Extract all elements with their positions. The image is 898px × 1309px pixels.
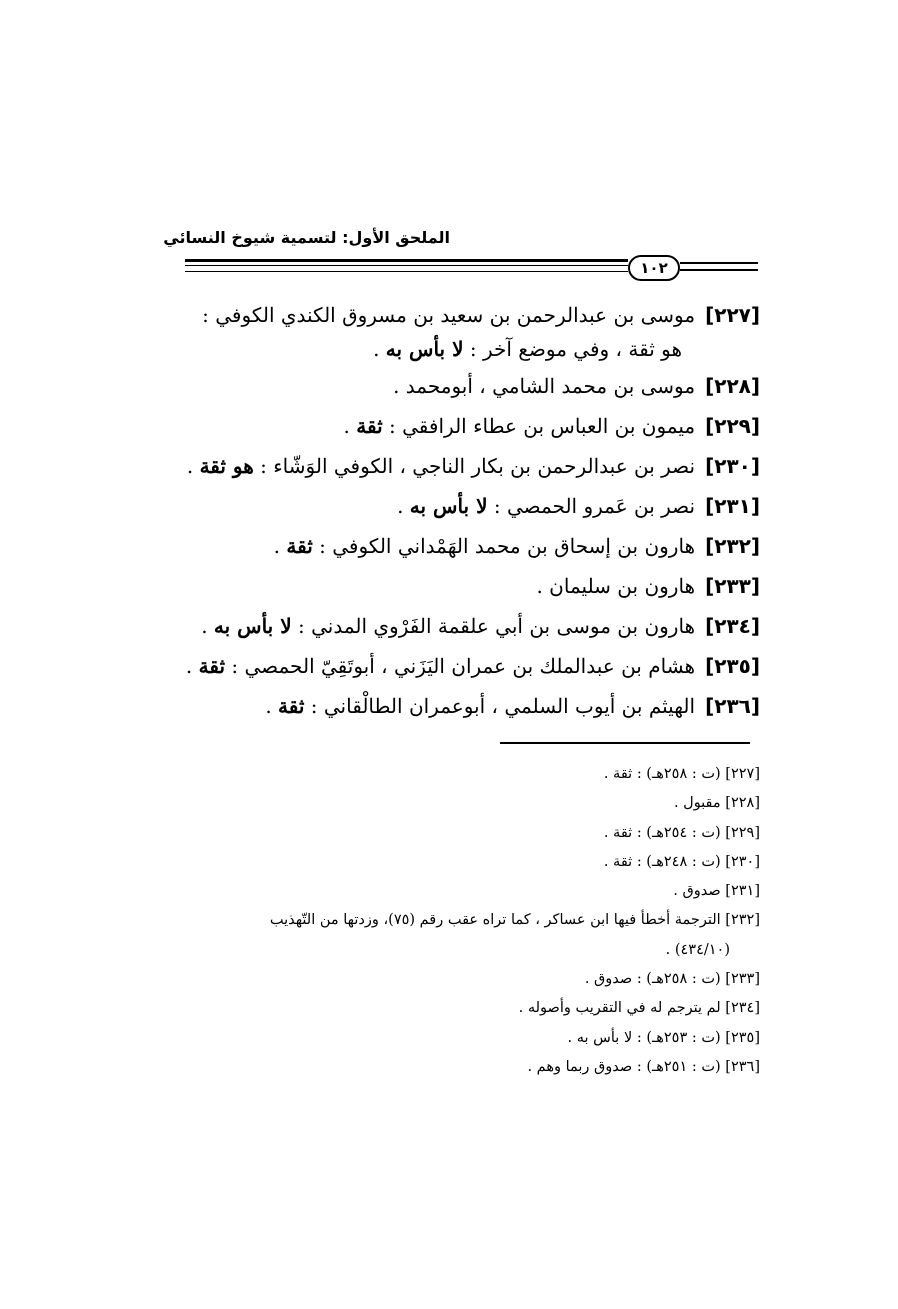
footnote-text: الترجمة أخطأ فيها ابن عساكر ، كما تراه عقب رقم (٧٥)، وزدتها من التّهذيب — [269, 912, 721, 929]
entry-grade: لا بأس به — [385, 337, 464, 361]
entry-end: . — [201, 614, 214, 638]
header-rule-thin-2 — [185, 271, 628, 272]
footnote-230 — [185, 848, 760, 877]
entry-end: . — [185, 654, 199, 678]
entry-end: . — [265, 694, 279, 718]
entry-end: . — [343, 414, 357, 438]
entry-number: [٢٢٩] — [705, 414, 760, 438]
entry-text: هارون بن موسى بن أبي علقمة الفَرْوي المدني : — [291, 614, 696, 638]
entry-grade: ثقة — [286, 534, 313, 558]
entry-text: ميمون بن العباس بن عطاء الرافقي : — [382, 414, 696, 438]
footnote-227 — [185, 760, 760, 789]
footnote-number: [٢٣٣] — [725, 971, 760, 988]
footnote-236 — [185, 1053, 760, 1082]
entry-grade: ثقة — [278, 694, 305, 718]
entry-number: [٢٣٠] — [705, 454, 760, 478]
page-number: ١٠٢ — [628, 255, 680, 281]
entry-grade: ثقة — [356, 414, 383, 438]
entry-229 — [185, 406, 760, 446]
header-rule-right-1 — [680, 262, 758, 264]
footnote-number: [٢٣٥] — [725, 1029, 760, 1046]
footnote-number: [٢٢٩] — [725, 824, 760, 841]
footnote-text: (ت : ٢٥٨هـ) : ثقة . — [603, 766, 721, 782]
entry-end: . — [273, 534, 287, 558]
header-rule-thin-1 — [185, 265, 628, 266]
footnote-231 — [185, 877, 760, 906]
entry-233 — [185, 566, 760, 606]
entry-number: [٢٢٨] — [705, 374, 760, 398]
entries-list — [185, 298, 760, 726]
entry-236 — [185, 686, 760, 726]
footnote-number: [٢٣٦] — [725, 1058, 760, 1075]
entry-cont-text: هو ثقة ، وفي موضع آخر : — [463, 337, 682, 361]
footnote-number: [٢٣٤] — [725, 1000, 760, 1017]
entry-234 — [185, 606, 760, 646]
entry-end: . — [397, 494, 410, 518]
entry-text: نصر بن عبدالرحمن بن بكار الناجي ، الكوفي الوَشّاء : — [253, 454, 696, 478]
entry-235 — [185, 646, 760, 686]
footnote-229 — [185, 819, 760, 848]
entry-end: . — [186, 454, 200, 478]
footnote-text: صدوق . — [673, 883, 721, 900]
footnote-text: (ت : ٢٥٤هـ) : ثقة . — [603, 824, 721, 841]
footnote-232 — [185, 906, 760, 965]
footnote-text: (ت : ٢٥٨هـ) : صدوق . — [584, 971, 721, 988]
entry-continuation — [185, 332, 760, 366]
footnote-text: (ت : ٢٥١هـ) : صدوق ربما وهم . — [527, 1058, 721, 1075]
footnote-text: لم يترجم له في التقريب وأصوله . — [518, 1000, 721, 1017]
entry-text: هارون بن سليمان . — [536, 574, 696, 598]
footnote-number: [٢٢٨] — [725, 795, 760, 812]
footnote-number: [٢٣٠] — [725, 853, 760, 870]
entry-number: [٢٣٥] — [705, 654, 760, 678]
entry-grade: لا بأس به — [213, 614, 292, 638]
entry-grade: لا بأس به — [409, 494, 488, 518]
entry-grade: ثقة — [198, 654, 226, 678]
entry-227 — [185, 298, 760, 366]
entry-text: هشام بن عبدالملك بن عمران اليَزَني ، أبوتَقِيّ الحمصي : — [225, 654, 696, 678]
entry-grade: هو ثقة — [199, 454, 254, 478]
footnotes-list — [185, 760, 760, 1082]
footnote-text: (ت : ٢٥٣هـ) : لا بأس به . — [567, 1029, 721, 1046]
entry-228 — [185, 366, 760, 406]
footnote-text: (ت : ٢٤٨هـ) : ثقة . — [603, 853, 721, 870]
entry-number: [٢٣٤] — [705, 614, 760, 638]
running-header: الملحق الأول: لتسمية شيوخ النسائي — [163, 228, 450, 247]
footnote-number: [٢٣٢] — [725, 912, 760, 929]
footnote-228 — [185, 789, 760, 818]
footnote-235 — [185, 1024, 760, 1053]
header-rule-right-2 — [680, 269, 758, 271]
entry-number: [٢٢٧] — [705, 303, 760, 327]
header-rule-thick — [185, 259, 628, 262]
entry-231 — [185, 486, 760, 526]
footnote-divider — [500, 742, 750, 744]
entry-text: موسى بن محمد الشامي ، أبومحمد . — [393, 374, 696, 398]
entry-230 — [185, 446, 760, 486]
entry-number: [٢٣٢] — [705, 534, 760, 558]
footnote-continuation: (٤٣٤/١٠) . — [665, 941, 730, 958]
entry-text: نصر بن عَمرو الحمصي : — [487, 494, 696, 518]
footnote-number: [٢٢٧] — [725, 766, 760, 782]
footnote-234 — [185, 994, 760, 1023]
footnote-text: مقبول . — [673, 795, 721, 812]
entry-232 — [185, 526, 760, 566]
footnote-233 — [185, 965, 760, 994]
entry-number: [٢٣٣] — [705, 574, 760, 598]
footnote-number: [٢٣١] — [725, 883, 760, 900]
entry-text: الهيثم بن أيوب السلمي ، أبوعمران الطالْقاني : — [304, 694, 696, 718]
entry-number: [٢٣١] — [705, 494, 760, 518]
entry-text: موسى بن عبدالرحمن بن سعيد بن مسروق الكندي الكوفي : — [202, 303, 696, 327]
entry-text: هارون بن إسحاق بن محمد الهَمْداني الكوفي : — [312, 534, 696, 558]
entry-end: . — [373, 337, 386, 361]
entry-number: [٢٣٦] — [705, 694, 760, 718]
